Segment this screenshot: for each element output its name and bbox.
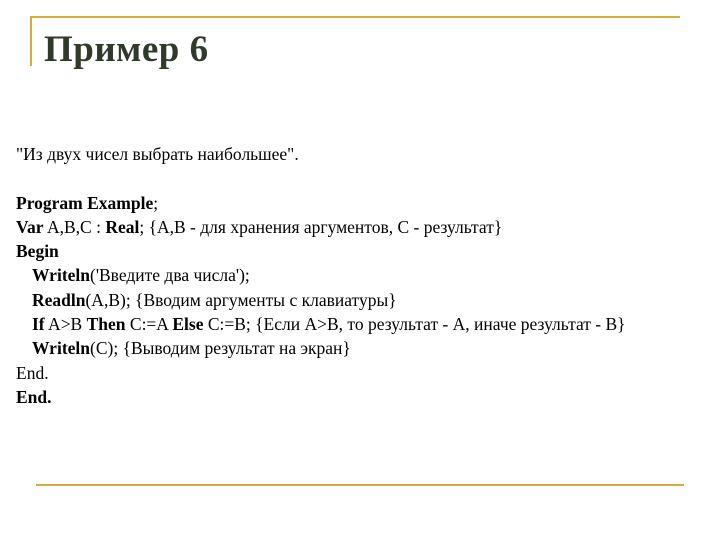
- code-text: ; {A,B - для хранения аргументов, C - результат}: [139, 216, 503, 237]
- top-divider: [30, 16, 680, 18]
- code-text: (A,B); {Вводим аргументы с клавиатуры}: [85, 289, 397, 310]
- keyword: Else: [172, 314, 204, 335]
- keyword: If: [32, 314, 45, 335]
- code-line-end-bold: [16, 385, 626, 409]
- code-text: ('Введите два числа');: [90, 265, 250, 286]
- slide-content: [16, 142, 626, 409]
- code-line-readln: [16, 288, 626, 312]
- code-line-var: [16, 215, 626, 239]
- keyword: Real: [105, 216, 140, 237]
- keyword: Var: [16, 216, 44, 237]
- code-text: A,B,C :: [43, 216, 106, 237]
- keyword: Then: [86, 314, 126, 335]
- code-line-if: [16, 312, 626, 336]
- keyword: Writeln: [32, 338, 91, 359]
- keyword: End.: [16, 386, 52, 407]
- code-text: C:=A: [125, 314, 173, 335]
- code-text: C:=B; {Если A>B, то результат - A, иначе результат - B}: [203, 314, 626, 335]
- code-line-writeln-prompt: [16, 263, 626, 287]
- code-text: ;: [153, 192, 159, 213]
- code-line-program: [16, 191, 626, 215]
- code-line-end-plain: [16, 361, 626, 385]
- keyword: Begin: [16, 241, 59, 262]
- code-text: A>B: [44, 314, 87, 335]
- code-line-writeln-result: [16, 336, 626, 360]
- task-statement: "Из двух чисел выбрать наибольшее".: [16, 144, 299, 164]
- left-divider: [30, 16, 32, 66]
- keyword: Writeln: [32, 265, 91, 286]
- keyword: Program: [16, 192, 83, 213]
- code-text: End.: [16, 362, 49, 383]
- slide-title: Пример 6: [44, 29, 209, 70]
- code-text: (C); {Выводим результат на экран}: [90, 338, 351, 359]
- keyword: Example: [87, 192, 154, 213]
- keyword: Readln: [32, 289, 86, 310]
- bottom-divider: [36, 484, 684, 486]
- code-line-begin: [16, 239, 626, 263]
- blank-line: [16, 166, 626, 190]
